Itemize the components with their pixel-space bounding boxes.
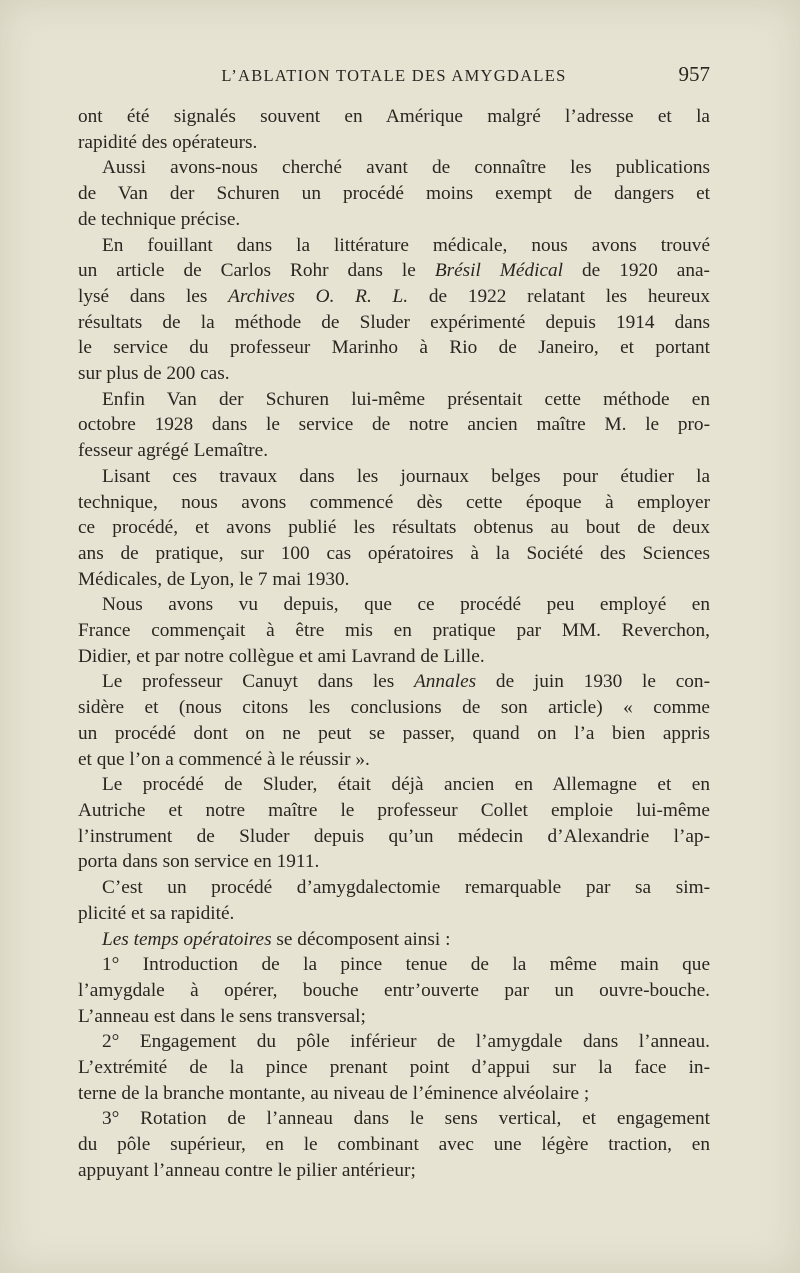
text-line: France commençait à être mis en pratique par MM. Reverchon, (78, 620, 710, 642)
text-line: C’est un procédé d’amygdalectomie remarquable par sa sim- (102, 877, 710, 899)
text-line: et que l’on a commencé à le réussir ». (78, 748, 370, 770)
text-line: l’amygdale à opérer, bouche entr’ouverte par un ouvre-bouche. (78, 979, 710, 1001)
body-text (78, 104, 710, 1184)
text-line: Enfin Van der Schuren lui-même présentait cette méthode en (102, 388, 710, 410)
page-number: 957 (678, 62, 710, 86)
paragraph (78, 1106, 710, 1183)
text-line: lysé dans les Archives O. R. L. de 1922 relatant les heureux (78, 285, 711, 307)
text-line: En fouillant dans la littérature médicale, nous avons trouvé (102, 234, 710, 256)
text-line: de Van der Schuren un procédé moins exempt de dangers et (78, 183, 710, 205)
text-line: ont été signalés souvent en Amérique malgré l’adresse et la (78, 106, 710, 127)
text-line: l’instrument de Sluder depuis qu’un médecin d’Alexandrie l’ap- (78, 825, 710, 847)
text-line: Le procédé de Sluder, était déjà ancien en Allemagne et en (102, 774, 710, 796)
paragraph (78, 772, 710, 875)
text-line: fesseur agrégé Lemaître. (78, 440, 269, 462)
text-line: terne de la branche montante, au niveau de l’éminence alvéolaire ; (78, 1082, 590, 1104)
text-line: octobre 1928 dans le service de notre ancien maître M. le pro- (78, 414, 710, 436)
paragraph (78, 952, 710, 1029)
running-title: L’ABLATION TOTALE DES AMYGDALES (221, 66, 567, 85)
text-line: ans de pratique, sur 100 cas opératoires à la Société des Sciences (78, 542, 710, 564)
paragraph (78, 669, 710, 772)
paragraph (78, 592, 710, 669)
paragraph (78, 155, 710, 232)
text-line: rapidité des opérateurs. (78, 131, 258, 153)
text-line: Médicales, de Lyon, le 7 mai 1930. (78, 568, 350, 590)
text-line: 1° Introduction de la pince tenue de la même main que (102, 954, 710, 976)
text-line: Aussi avons-nous cherché avant de connaître les publications (102, 157, 710, 179)
text-line: porta dans son service en 1911. (78, 851, 320, 873)
text-line: du pôle supérieur, en le combinant avec une légère traction, en (78, 1134, 710, 1156)
text-line: L’anneau est dans le sens transversal; (78, 1005, 366, 1027)
paragraph (78, 104, 710, 155)
paragraph (78, 927, 710, 953)
paragraph (78, 464, 710, 593)
text-line: technique, nous avons commencé dès cette époque à employer (78, 491, 710, 513)
text-line: L’extrémité de la pince prenant point d’appui sur la face in- (78, 1057, 710, 1079)
text-line: Lisant ces travaux dans les journaux belges pour étudier la (102, 465, 710, 487)
paragraph (78, 875, 710, 926)
text-line: Le professeur Canuyt dans les Annales de juin 1930 le con- (102, 671, 710, 693)
paragraph (78, 233, 710, 387)
text-line: appuyant l’anneau contre le pilier antérieur; (78, 1159, 416, 1181)
text-line: un article de Carlos Rohr dans le Brésil Médical de 1920 ana- (78, 260, 710, 282)
text-line: sidère et (nous citons les conclusions de son article) « comme (78, 697, 710, 719)
text-line: Nous avons vu depuis, que ce procédé peu employé en (102, 594, 710, 616)
text-line: plicité et sa rapidité. (78, 902, 235, 924)
paragraph (78, 1029, 710, 1106)
text-line: sur plus de 200 cas. (78, 363, 230, 385)
text-line: résultats de la méthode de Sluder expérimenté depuis 1914 dans (78, 311, 710, 333)
text-line: 3° Rotation de l’anneau dans le sens vertical, et engagement (102, 1108, 710, 1130)
text-line: 2° Engagement du pôle inférieur de l’amygdale dans l’anneau. (102, 1031, 710, 1053)
text-line: ce procédé, et avons publié les résultats obtenus au bout de deux (78, 517, 710, 539)
text-line: Autriche et notre maître le professeur Collet emploie lui-même (78, 799, 710, 821)
text-line: le service du professeur Marinho à Rio de Janeiro, et portant (78, 337, 710, 359)
text-line: Didier, et par notre collègue et ami Lavrand de Lille. (78, 645, 485, 667)
text-line: un procédé dont on ne peut se passer, quand on l’a bien appris (78, 722, 710, 744)
page-header (78, 62, 710, 94)
paragraph (78, 387, 710, 464)
text-line: Les temps opératoires se décomposent ainsi : (102, 928, 451, 950)
text-line: de technique précise. (78, 208, 241, 230)
